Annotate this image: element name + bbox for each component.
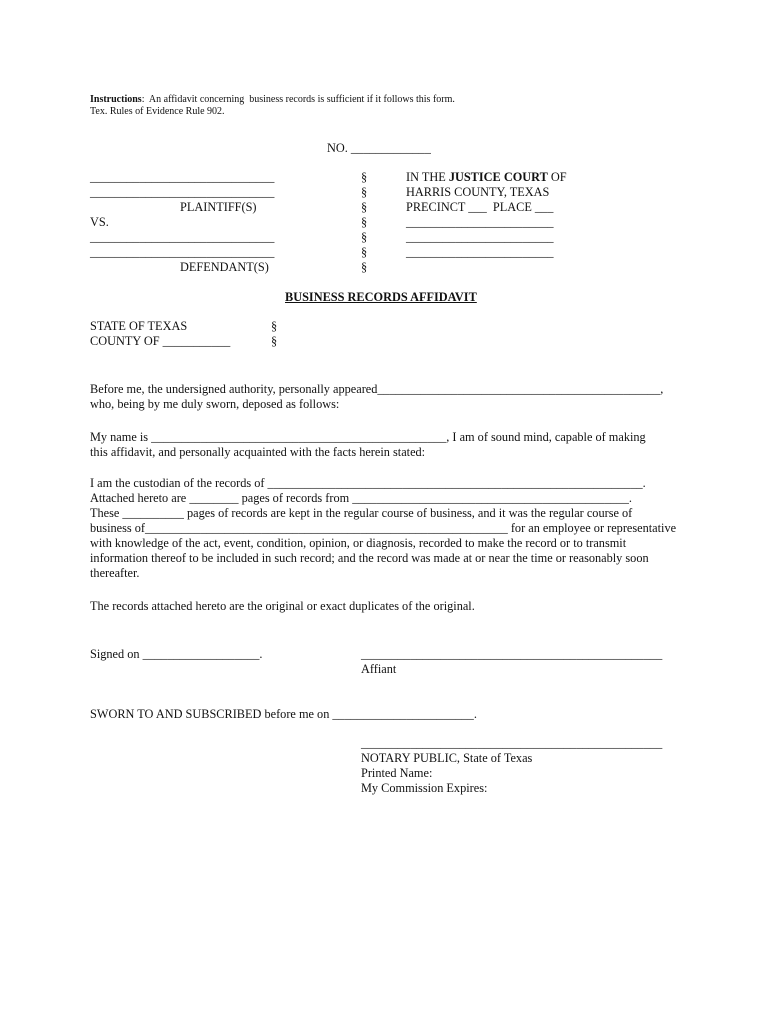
notary-signature-line: _________________________________________________ — [361, 736, 663, 750]
affiant-label: Affiant — [361, 662, 397, 676]
defendant-line-1: ______________________________ — [90, 230, 275, 244]
section-sign: § — [361, 200, 368, 214]
section-sign: § — [361, 230, 368, 244]
originals-statement: The records attached hereto are the original or exact duplicates of the original. — [90, 599, 475, 613]
instructions-label: Instructions — [90, 94, 142, 105]
instructions-line — [90, 95, 455, 105]
custodian-line-3: These __________ pages of records are kept in the regular course of business, and it was the regular course of — [90, 506, 633, 520]
section-sign: § — [361, 185, 368, 199]
instructions-text: : An affidavit concerning business records is sufficient if it follows this form. — [141, 94, 455, 105]
notary-commission: My Commission Expires: — [361, 781, 488, 795]
court-name: JUSTICE COURT — [448, 170, 548, 184]
custodian-line-7: thereafter. — [90, 566, 140, 580]
venue-state: STATE OF TEXAS — [90, 319, 188, 333]
plaintiff-label: PLAINTIFF(S) — [180, 200, 257, 214]
signed-on-line: Signed on ___________________. — [90, 647, 263, 661]
section-sign: § — [361, 260, 368, 274]
identity-line-2: this affidavit, and personally acquainted with the facts herein stated: — [90, 445, 426, 459]
court-precinct: PRECINCT ___ PLACE ___ — [406, 200, 554, 214]
court-name-line — [406, 171, 567, 183]
affiant-signature-line: _________________________________________________ — [361, 647, 663, 661]
section-sign: § — [361, 170, 368, 184]
court-suffix: OF — [547, 170, 567, 184]
document-title: BUSINESS RECORDS AFFIDAVIT — [285, 290, 477, 304]
custodian-line-5: with knowledge of the act, event, condition, opinion, or diagnosis, recorded to make the record or to transmit — [90, 536, 627, 550]
section-sign: § — [271, 334, 278, 348]
court-prefix: IN THE — [406, 170, 449, 184]
court-blank-3: ________________________ — [406, 245, 554, 259]
identity-line-1: My name is ________________________________________________, I am of sound mind, capable of making — [90, 430, 646, 444]
sworn-statement: SWORN TO AND SUBSCRIBED before me on _______________________. — [90, 707, 477, 721]
versus-label: VS. — [90, 215, 109, 229]
section-sign: § — [361, 215, 368, 229]
case-number: NO. _____________ — [327, 141, 431, 155]
defendant-line-2: ______________________________ — [90, 245, 275, 259]
section-sign: § — [271, 319, 278, 333]
notary-printed-name: Printed Name: — [361, 766, 433, 780]
custodian-line-1: I am the custodian of the records of _____________________________________________________________. — [90, 476, 646, 490]
defendant-label: DEFENDANT(S) — [180, 260, 269, 274]
custodian-line-6: information thereof to be included in such record; and the record was made at or near the time or reasonably soon — [90, 551, 649, 565]
plaintiff-line-1: ______________________________ — [90, 170, 275, 184]
venue-county: COUNTY OF ___________ — [90, 334, 231, 348]
custodian-line-4: business of___________________________________________________________ for an employee or representative — [90, 521, 677, 535]
appearance-line-1: Before me, the undersigned authority, personally appeared______________________________________________, — [90, 382, 664, 396]
custodian-line-2: Attached hereto are ________ pages of records from _____________________________________________. — [90, 491, 632, 505]
notary-title: NOTARY PUBLIC, State of Texas — [361, 751, 533, 765]
plaintiff-line-2: ______________________________ — [90, 185, 275, 199]
appearance-line-2: who, being by me duly sworn, deposed as follows: — [90, 397, 340, 411]
section-sign: § — [361, 245, 368, 259]
court-county: HARRIS COUNTY, TEXAS — [406, 185, 550, 199]
instructions-rule: Tex. Rules of Evidence Rule 902. — [90, 106, 225, 117]
court-blank-1: ________________________ — [406, 215, 554, 229]
court-blank-2: ________________________ — [406, 230, 554, 244]
